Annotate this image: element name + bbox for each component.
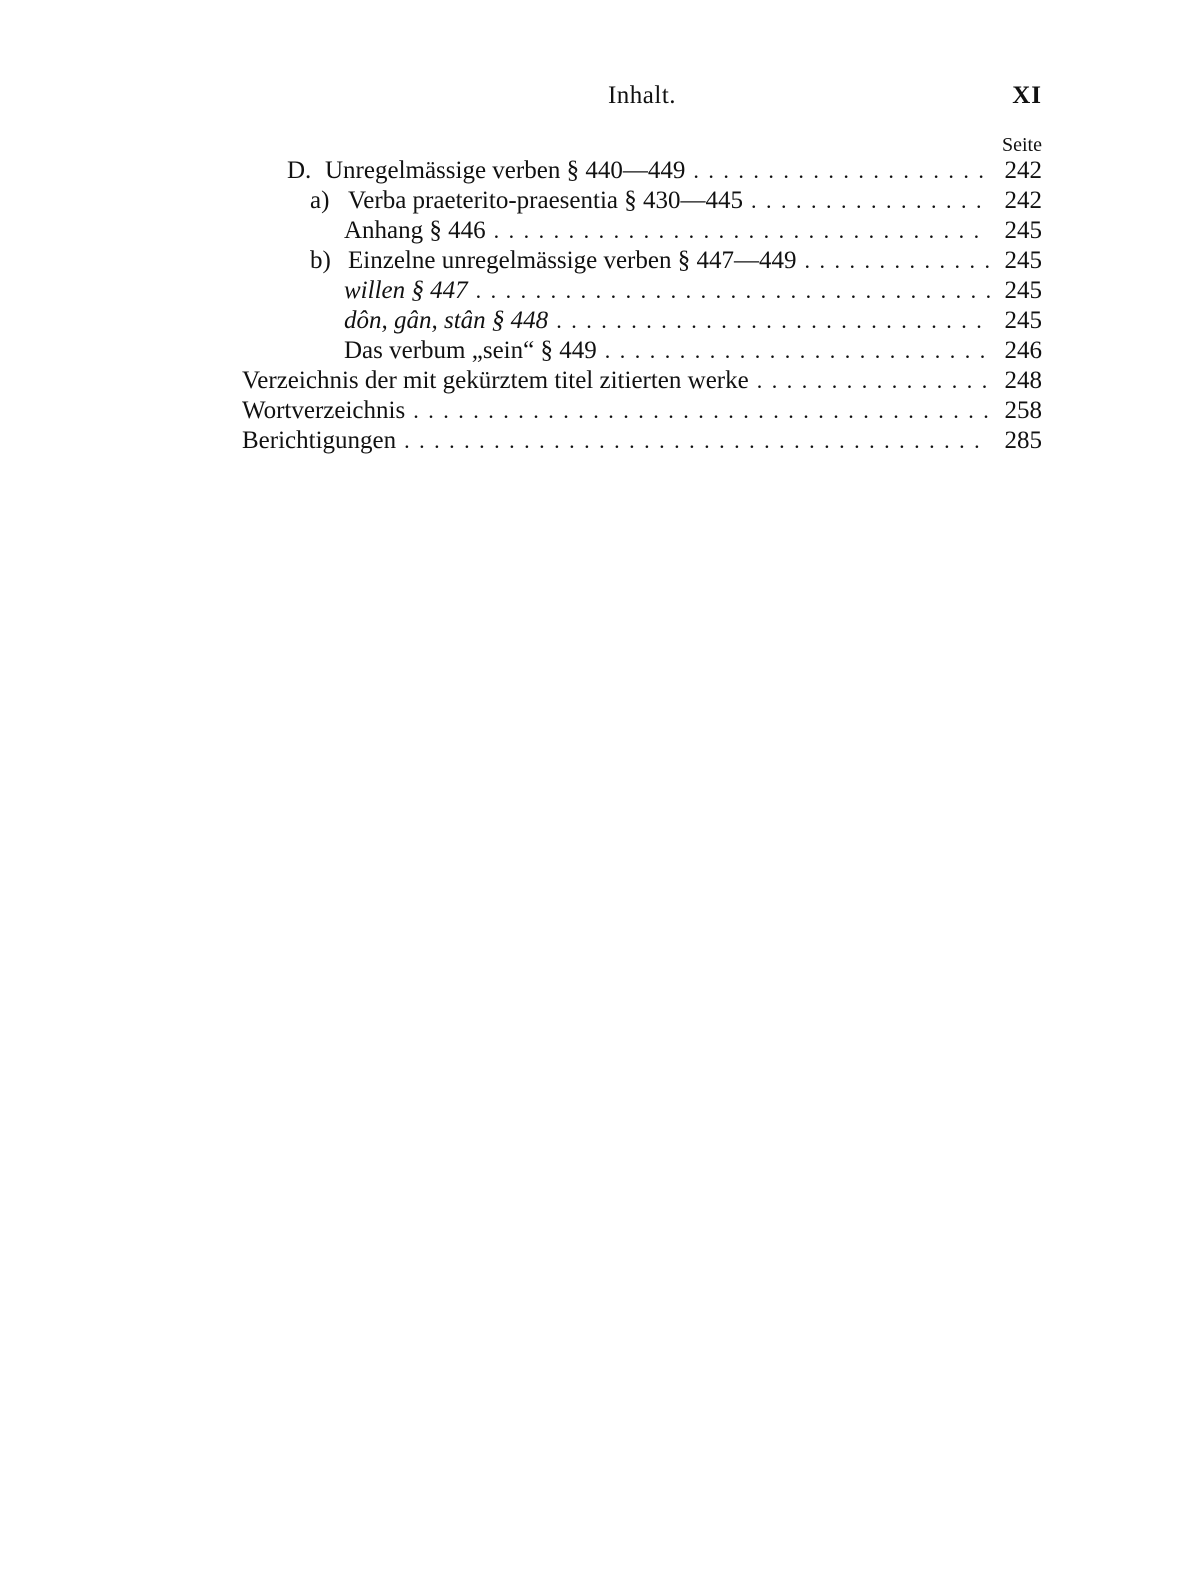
dot-leader bbox=[693, 156, 990, 186]
dot-leader bbox=[556, 306, 990, 336]
toc-entry bbox=[242, 276, 1042, 306]
toc-entry-title: Wortverzeichnis bbox=[242, 397, 406, 424]
toc-entry bbox=[242, 306, 1042, 336]
dot-leader bbox=[476, 276, 990, 306]
toc-entry-page: 242 bbox=[1004, 187, 1042, 214]
table-of-contents bbox=[242, 156, 1042, 456]
toc-entry-page: 245 bbox=[1004, 307, 1042, 334]
toc-entry-marker: D. bbox=[287, 157, 312, 184]
toc-entry-title: Das verbum „sein“ § 449 bbox=[344, 337, 597, 364]
running-head-title: Inhalt. bbox=[607, 82, 677, 109]
toc-entry-title: dôn, gân, stân § 448 bbox=[344, 307, 549, 334]
seite-column-label: Seite bbox=[1002, 134, 1042, 156]
toc-entry-page: 242 bbox=[1004, 157, 1042, 184]
toc-entry-title: willen § 447 bbox=[344, 277, 468, 304]
dot-leader bbox=[804, 246, 990, 276]
dot-leader bbox=[757, 366, 990, 396]
toc-entry bbox=[242, 366, 1042, 396]
toc-entry-marker: b) bbox=[310, 247, 331, 274]
toc-entry-title: Anhang § 446 bbox=[344, 217, 486, 244]
toc-entry bbox=[242, 246, 1042, 276]
toc-entry-title: Berichtigungen bbox=[242, 427, 397, 454]
dot-leader bbox=[404, 426, 990, 456]
toc-entry-page: 245 bbox=[1004, 277, 1042, 304]
toc-entry bbox=[242, 426, 1042, 456]
toc-entry-title: Unregelmässige verben § 440—449 bbox=[325, 157, 686, 184]
toc-entry bbox=[242, 396, 1042, 426]
toc-entry-page: 245 bbox=[1004, 247, 1042, 274]
dot-leader bbox=[413, 396, 990, 426]
toc-entry-title: Einzelne unregelmässige verben § 447—449 bbox=[348, 247, 797, 274]
toc-entry-marker: a) bbox=[310, 187, 330, 214]
toc-entry-title: Verba praeterito-praesentia § 430—445 bbox=[348, 187, 743, 214]
toc-entry bbox=[242, 216, 1042, 246]
toc-entry bbox=[242, 156, 1042, 186]
dot-leader bbox=[751, 186, 990, 216]
page-header bbox=[242, 82, 1042, 116]
toc-entry-page: 285 bbox=[1004, 427, 1042, 454]
toc-entry-page: 248 bbox=[1004, 367, 1042, 394]
toc-entry-page: 258 bbox=[1004, 397, 1042, 424]
toc-entry-page: 246 bbox=[1004, 337, 1042, 364]
dot-leader bbox=[494, 216, 990, 246]
dot-leader bbox=[605, 336, 990, 366]
toc-entry bbox=[242, 186, 1042, 216]
toc-entry bbox=[242, 336, 1042, 366]
page-number: XI bbox=[1012, 82, 1042, 109]
toc-entry-page: 245 bbox=[1004, 217, 1042, 244]
toc-entry-title: Verzeichnis der mit gekürztem titel zitierten werke bbox=[242, 367, 749, 394]
